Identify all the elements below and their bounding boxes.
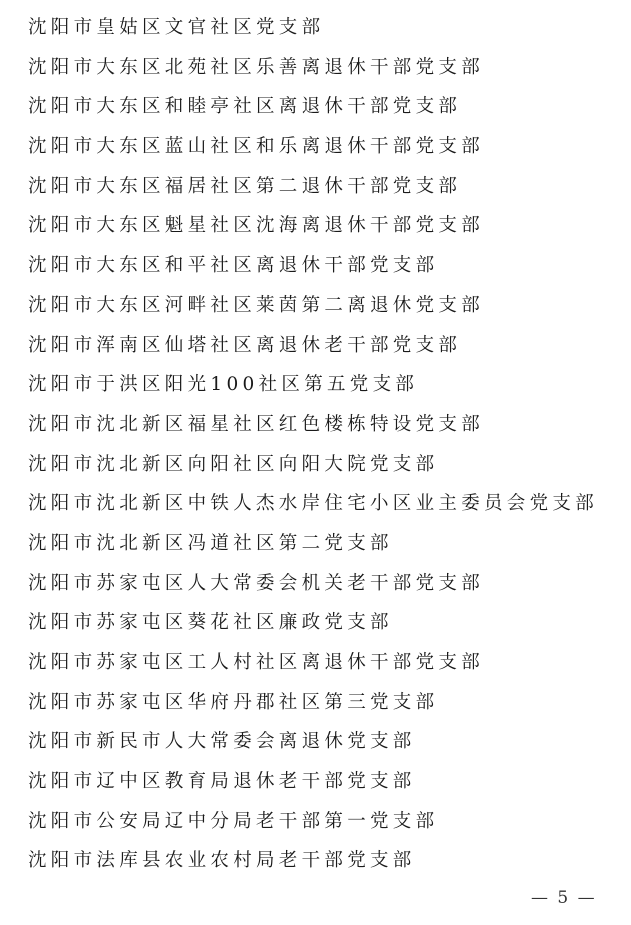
list-item: 沈阳市大东区和平社区离退休干部党支部	[28, 255, 439, 277]
list-item: 沈阳市苏家屯区人大常委会机关老干部党支部	[28, 572, 485, 594]
list-item: 沈阳市沈北新区福星社区红色楼栋特设党支部	[28, 413, 485, 435]
list-item: 沈阳市苏家屯区华府丹郡社区第三党支部	[28, 691, 439, 713]
page-number: — 5 —	[531, 888, 597, 908]
list-item: 沈阳市法库县农业农村局老干部党支部	[28, 850, 416, 872]
list-item: 沈阳市沈北新区中铁人杰水岸住宅小区业主委员会党支部	[28, 493, 599, 515]
list-item: 沈阳市沈北新区向阳社区向阳大院党支部	[28, 453, 439, 475]
list-item: 沈阳市于洪区阳光100社区第五党支部	[28, 374, 419, 396]
list-item: 沈阳市大东区河畔社区莱茵第二离退休党支部	[28, 294, 485, 316]
list-item: 沈阳市大东区北苑社区乐善离退休干部党支部	[28, 56, 485, 78]
list-item: 沈阳市公安局辽中分局老干部第一党支部	[28, 810, 439, 832]
list-item: 沈阳市大东区魁星社区沈海离退休干部党支部	[28, 215, 485, 237]
list-item: 沈阳市大东区和睦亭社区离退休干部党支部	[28, 96, 462, 118]
list-item: 沈阳市苏家屯区工人村社区离退休干部党支部	[28, 652, 485, 673]
list-item: 沈阳市大东区福居社区第二退休干部党支部	[28, 175, 462, 197]
list-item: 沈阳市浑南区仙塔社区离退休老干部党支部	[28, 334, 462, 356]
list-item: 沈阳市沈北新区冯道社区第二党支部	[28, 532, 393, 554]
party-branch-list	[28, 8, 598, 881]
list-item: 沈阳市苏家屯区葵花社区廉政党支部	[28, 612, 393, 634]
list-item: 沈阳市大东区蓝山社区和乐离退休干部党支部	[28, 136, 485, 158]
list-item: 沈阳市皇姑区文官社区党支部	[28, 17, 325, 38]
list-item: 沈阳市新民市人大常委会离退休党支部	[28, 731, 416, 753]
list-item: 沈阳市辽中区教育局退休老干部党支部	[28, 771, 416, 793]
